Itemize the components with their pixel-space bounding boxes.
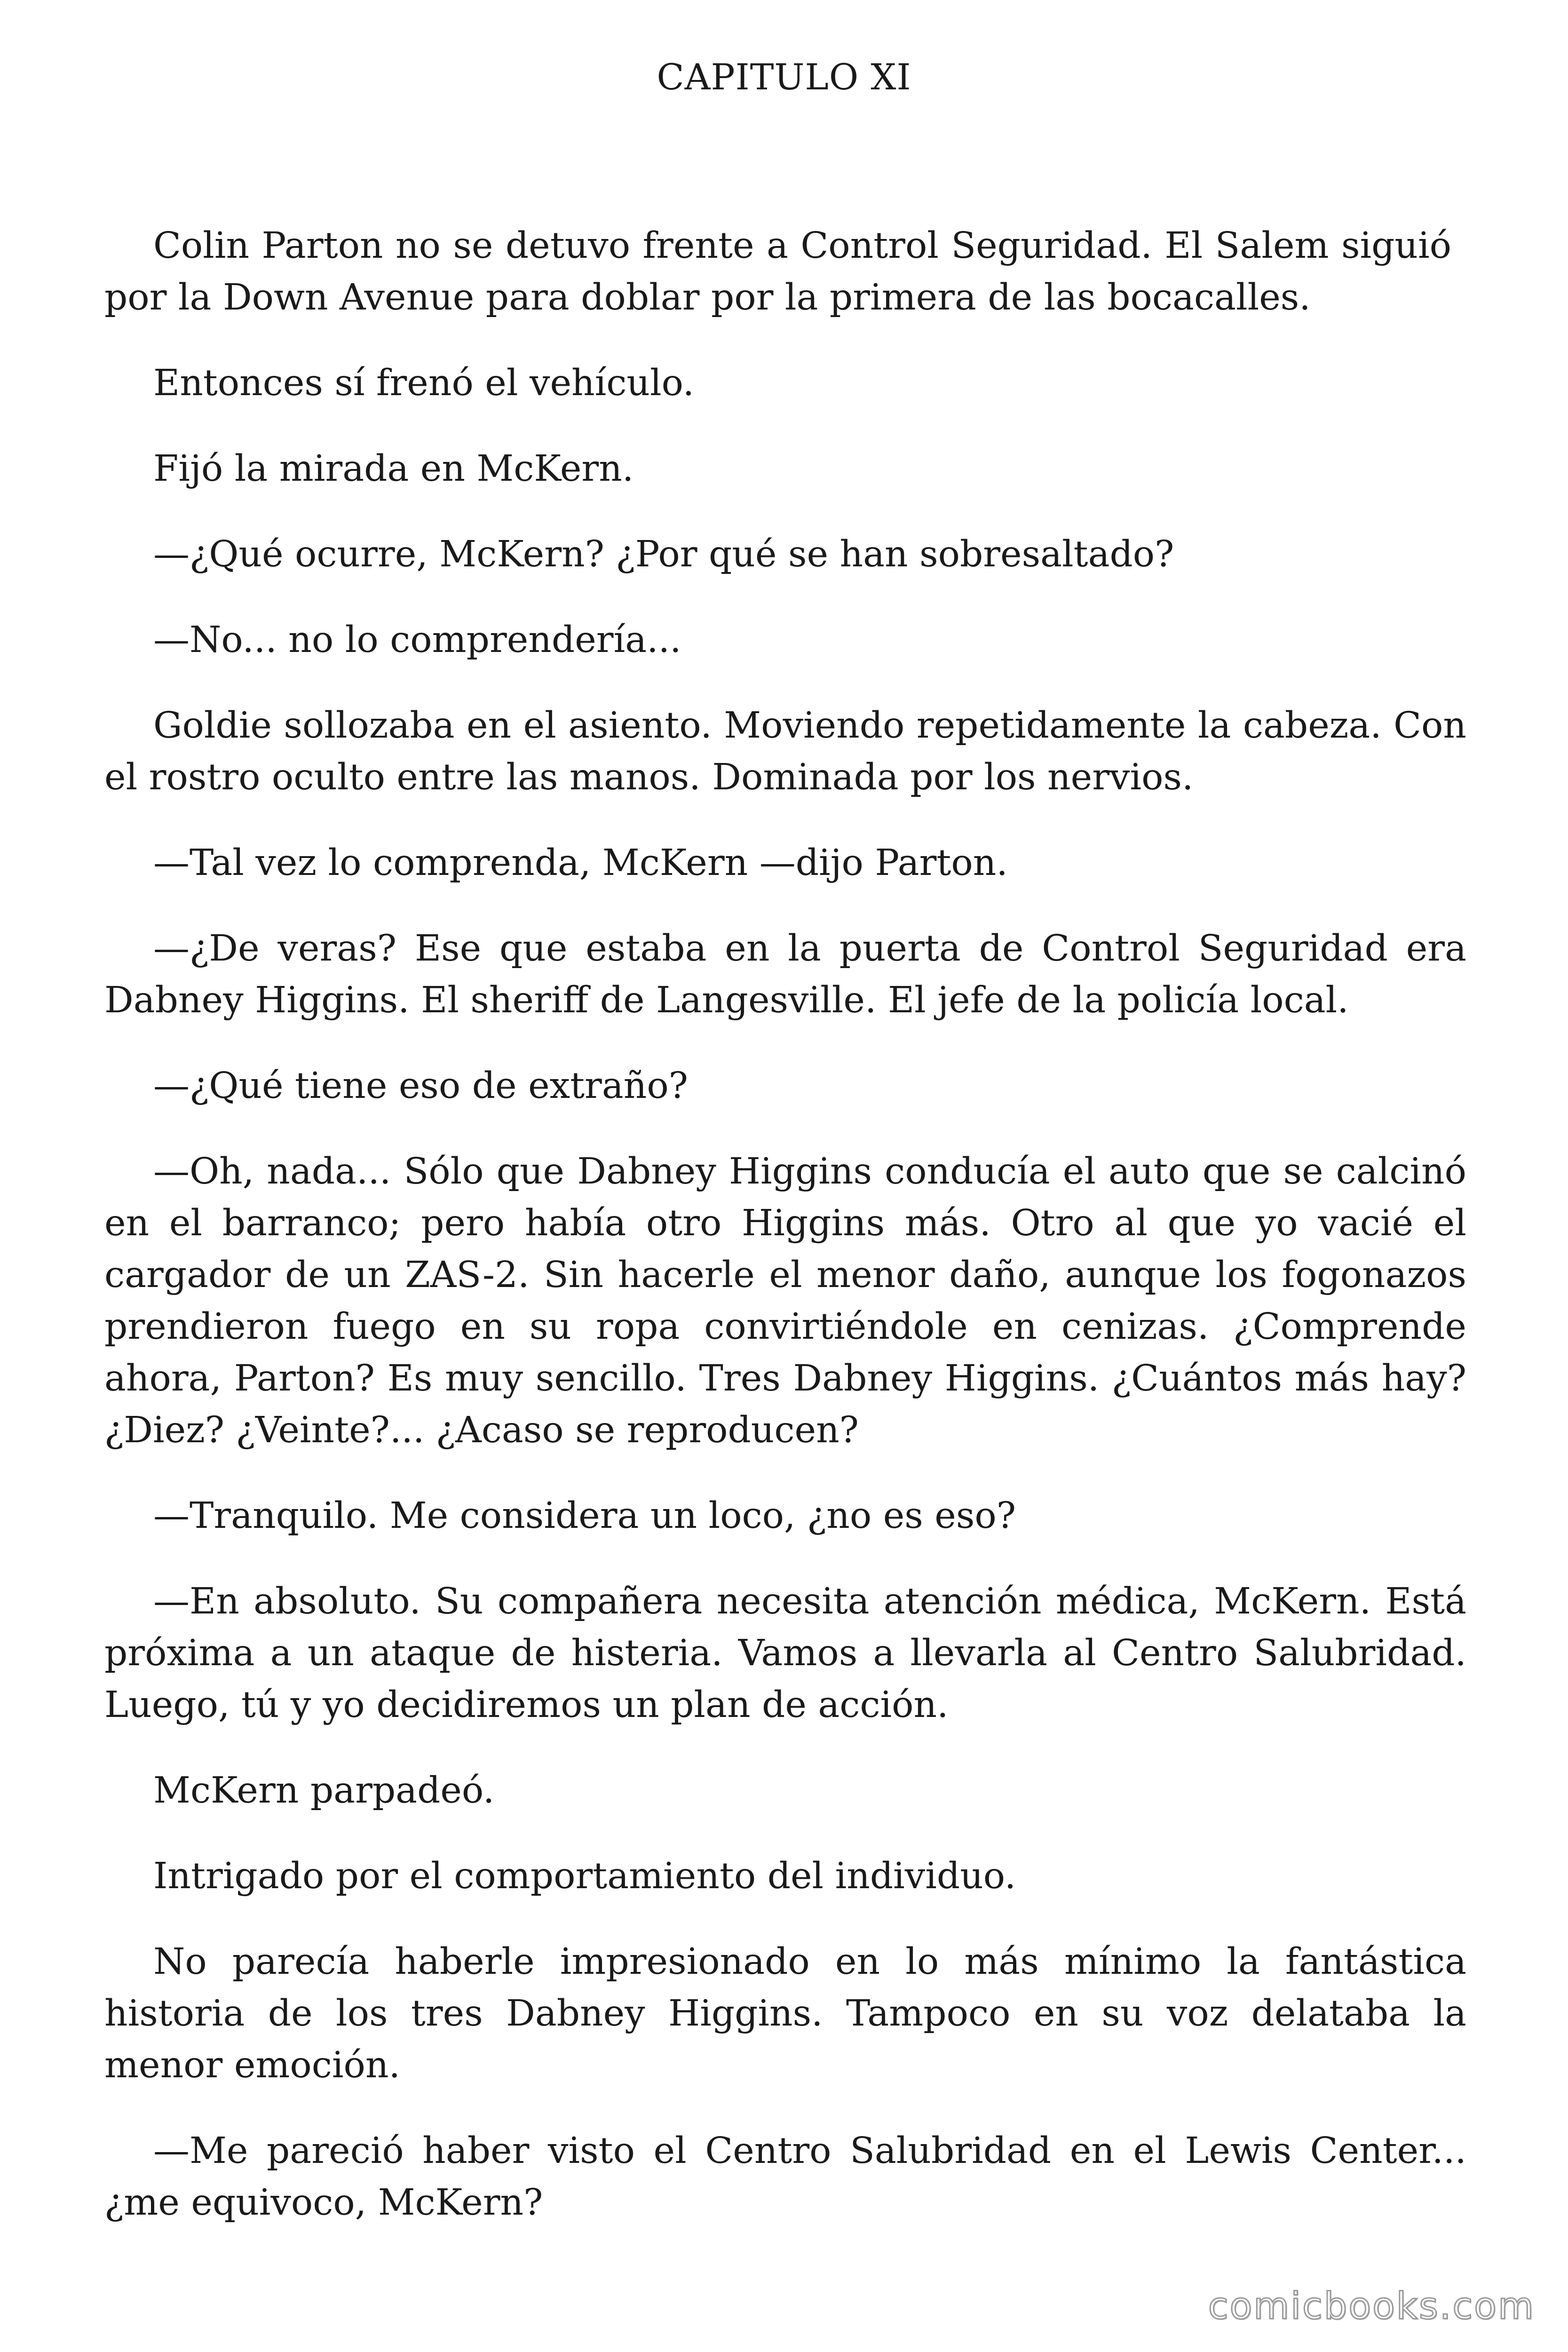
paragraph-12: —En absoluto. Su compañera necesita atención médica, McKern. Está próxima a un ataque de histeria. Vamos a llevarla al Centro Salubridad. Luego, tú y yo decidiremos un plan de acción. [104,1581,1466,1726]
paragraph-15: No parecía haberle impresionado en lo más mínimo la fantástica historia de los tres Dabney Higgins. Tampoco en su voz delataba la menor emoción. [104,1941,1466,2086]
paragraph-3: Fijó la mirada en McKern. [153,448,634,490]
paragraph-13: McKern parpadeó. [153,1770,495,1812]
paragraph-8: —¿De veras? Ese que estaba en la puerta de Control Seguridad era Dabney Higgins. El sheriff de Langesville. El jefe de la policía local. [104,928,1466,1021]
paragraph-6: Goldie sollozaba en el asiento. Moviendo repetidamente la cabeza. Con el rostro oculto entre las manos. Dominada por los nervios. [104,705,1466,798]
paragraph-7: —Tal vez lo comprenda, McKern —dijo Parton. [153,842,1008,884]
paragraph-11: —Tranquilo. Me considera un loco, ¿no es eso? [153,1495,1016,1537]
paragraph-14: Intrigado por el comportamiento del individuo. [153,1855,1016,1897]
paragraph-16: —Me pareció haber visto el Centro Salubridad en el Lewis Center... ¿me equivoco, McKern? [104,2130,1466,2224]
paragraph-5: —No... no lo comprendería... [153,619,681,661]
paragraph-10: —Oh, nada... Sólo que Dabney Higgins conducía el auto que se calcinó en el barranco; pero había otro Higgins más. Otro al que yo vacié el cargador de un ZAS-2. Sin hacerle el menor daño, aunque los fogonazos prendieron fuego en su ropa convirtiéndole en cenizas. ¿Comprende ahora, Parton? Es muy sencillo. Tres Dabney Higgins. ¿Cuántos más hay? ¿Diez? ¿Veinte?... ¿Acaso se reproducen? [104,1151,1466,1451]
paragraph-9: —¿Qué tiene eso de extraño? [153,1065,688,1107]
paragraph-4: —¿Qué ocurre, McKern? ¿Por qué se han sobresaltado? [153,533,1174,575]
chapter-body [104,220,1466,2263]
paragraph-2: Entonces sí frenó el vehículo. [153,362,695,404]
paragraph-1: Colin Parton no se detuvo frente a Control Seguridad. El Salem siguió por la Down Avenue para doblar por la primera de las bocacalles. [104,225,1451,318]
site-watermark: comicbooks.com [1208,2285,1535,2328]
chapter-title: CAPITULO XI [657,56,911,98]
